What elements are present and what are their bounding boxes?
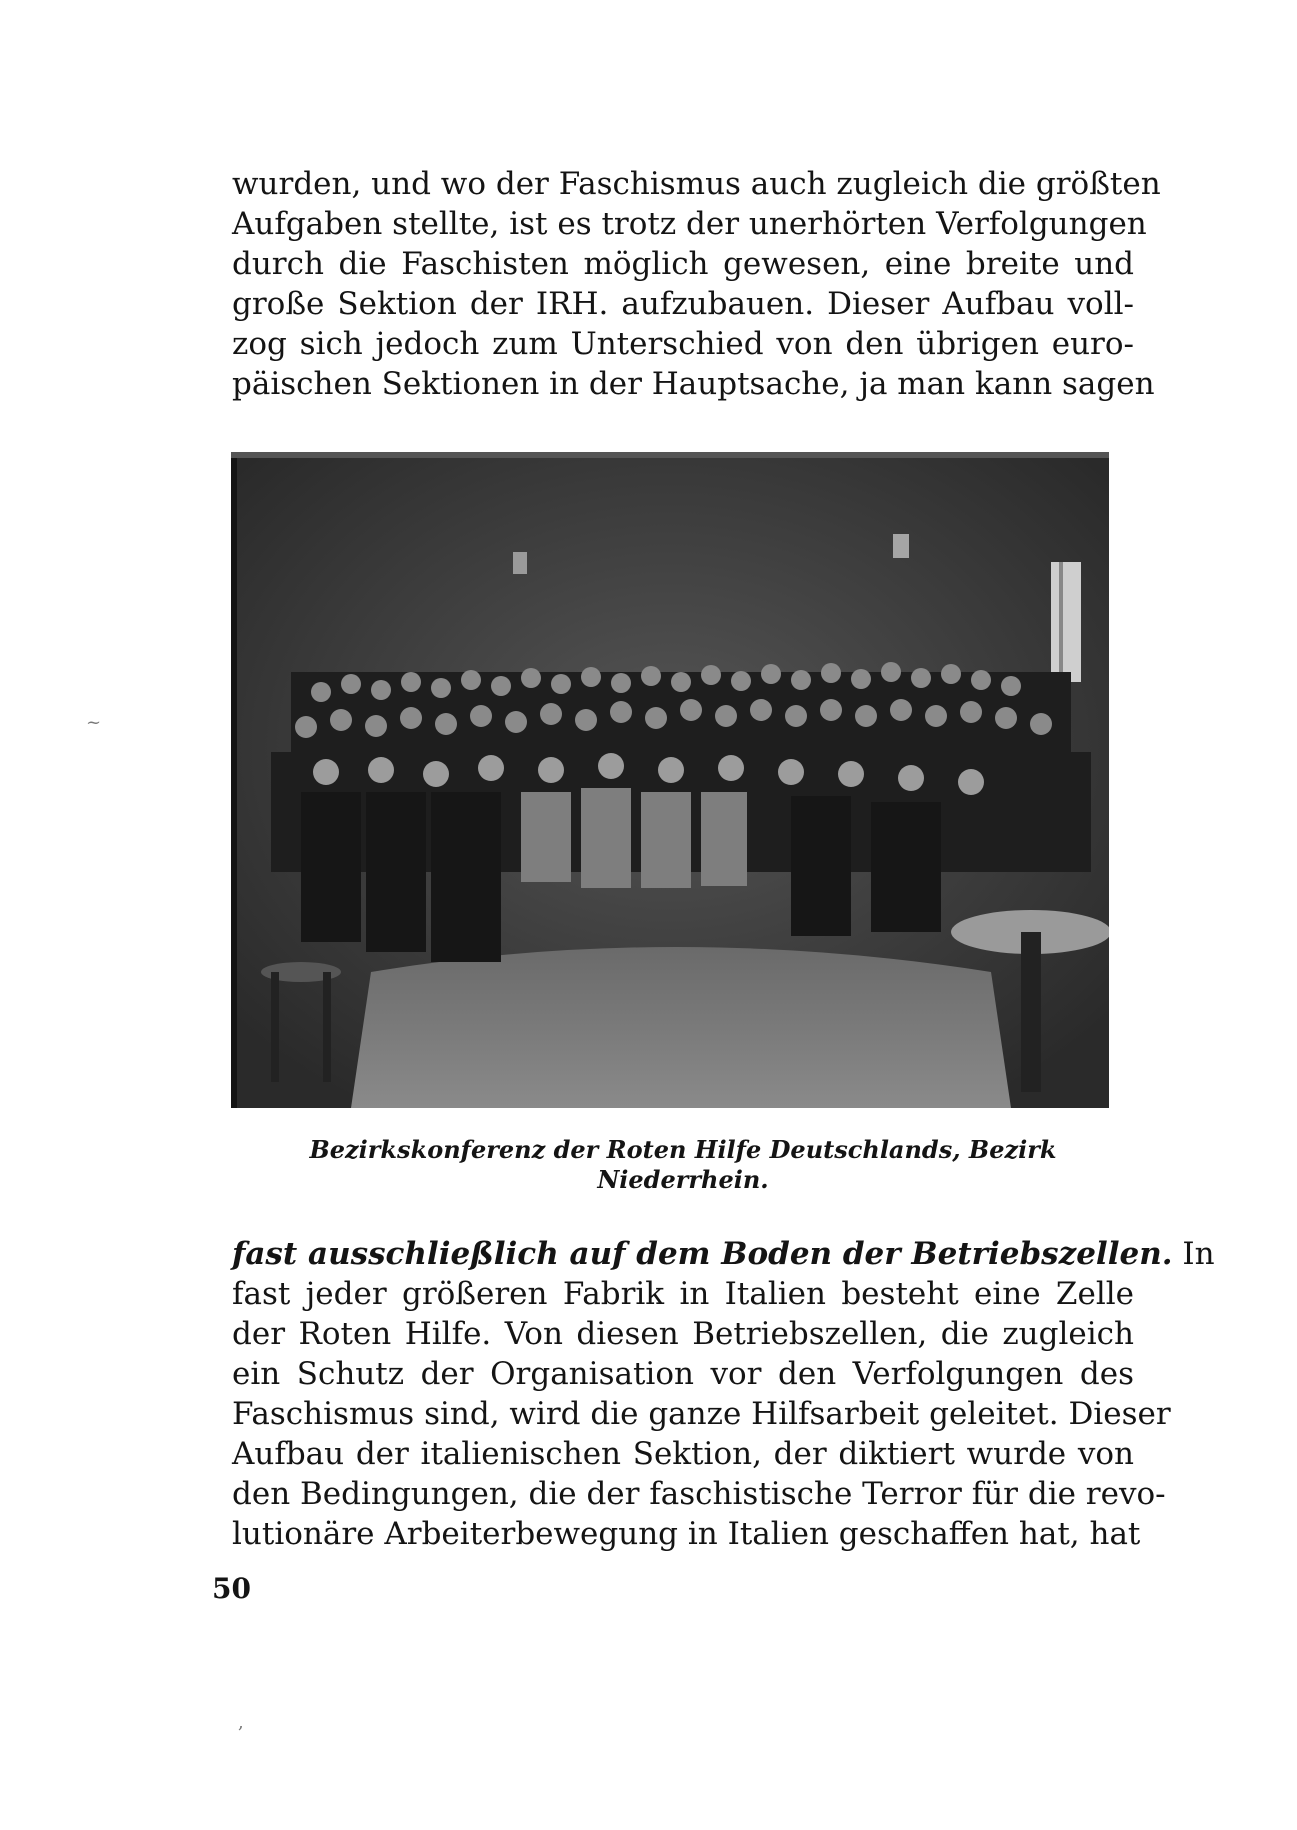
scan-speck: ,: [238, 1712, 244, 1733]
page-number: 50: [212, 1572, 251, 1605]
caption-line: Niederrhein.: [597, 1165, 769, 1194]
text-line: Aufgaben stellte, ist es trotz der unerhörten Verfolgungen: [232, 206, 1147, 242]
paragraph-top: [232, 164, 1161, 404]
text-line: päischen Sektionen in der Hauptsache, ja man kann sagen: [232, 366, 1155, 402]
text-line: Aufbau der italienischen Sektion, der diktiert wurde von: [232, 1436, 1134, 1472]
text-line: Faschismus sind, wird die ganze Hilfsarbeit geleitet. Dieser: [232, 1396, 1171, 1432]
text-line-first: [232, 1234, 1215, 1274]
text-line: durch die Faschisten möglich gewesen, eine breite und: [232, 246, 1134, 282]
text-line: lutionäre Arbeiterbewegung in Italien geschaffen hat, hat: [232, 1516, 1141, 1552]
text-line: den Bedingungen, die der faschistische Terror für die revo-: [232, 1476, 1166, 1512]
caption-line: Bezirkskonferenz der Roten Hilfe Deutschlands, Bezirk: [309, 1135, 1057, 1164]
text-line: wurden, und wo der Faschismus auch zugleich die größten: [232, 166, 1161, 202]
text-line: zog sich jedoch zum Unterschied von den übrigen euro-: [232, 326, 1134, 362]
text-fragment: In: [1182, 1236, 1215, 1272]
figure-caption: [232, 1135, 1134, 1195]
text-line: große Sektion der IRH. aufzubauen. Dieser Aufbau voll-: [232, 286, 1134, 322]
scan-speck: ~: [86, 712, 102, 733]
text-line: der Roten Hilfe. Von diesen Betriebszellen, die zugleich: [232, 1316, 1134, 1352]
paragraph-bottom: [232, 1234, 1215, 1554]
text-line: ein Schutz der Organisation vor den Verfolgungen des: [232, 1356, 1134, 1392]
group-photograph: [231, 452, 1109, 1108]
emphasized-text: fast ausschließlich auf dem Boden der Betriebszellen.: [232, 1236, 1173, 1272]
text-line: fast jeder größeren Fabrik in Italien besteht eine Zelle: [232, 1276, 1134, 1312]
